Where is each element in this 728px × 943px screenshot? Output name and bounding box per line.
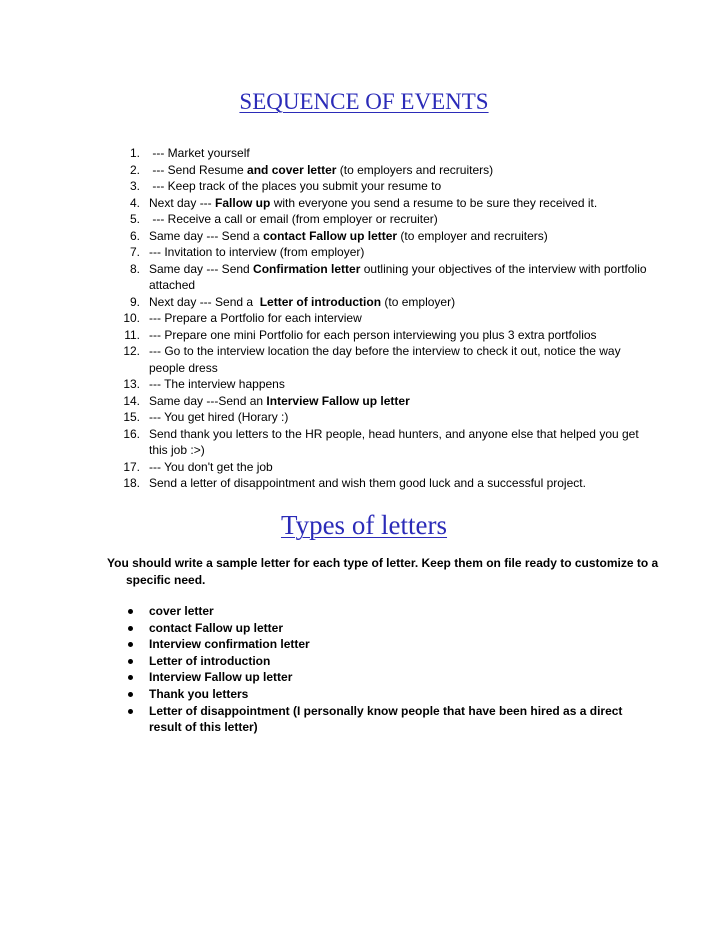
event-text [149, 343, 649, 376]
event-text [149, 327, 649, 344]
event-number: 16. [123, 426, 140, 441]
sequence-of-events-heading: SEQUENCE OF EVENTS [239, 89, 489, 114]
event-text [149, 261, 649, 294]
event-text-part: --- You don't get the job [149, 459, 273, 474]
event-text [149, 426, 649, 459]
event-number: 13. [123, 377, 140, 391]
event-text-part: (to employer) [381, 294, 456, 309]
event-item [0, 409, 728, 426]
letter-type-item [0, 686, 728, 703]
event-emphasis: Interview Fallow up letter [266, 393, 410, 408]
letter-type-label: Letter of disappointment (I personally know people that have been hired as a direct result of this letter) [149, 703, 623, 735]
event-item [0, 376, 728, 393]
event-text-part: --- Invitation to interview (from employer) [149, 245, 365, 259]
letter-type-item [0, 669, 728, 686]
bullet-icon [128, 659, 133, 664]
event-number: 18. [123, 476, 140, 490]
event-number: 2. [129, 162, 140, 177]
event-number: 8. [129, 261, 140, 276]
event-number: 12. [123, 344, 140, 358]
event-emphasis: Confirmation letter [253, 261, 361, 276]
event-text [149, 409, 649, 426]
bullet-icon [128, 692, 133, 697]
bullet-icon [128, 709, 133, 714]
event-text-part: --- Market yourself [149, 146, 250, 160]
event-text [149, 162, 649, 179]
letter-type-label: Interview confirmation letter [149, 637, 310, 652]
event-text-part: --- The interview happens [149, 377, 285, 391]
event-number: 6. [129, 228, 140, 243]
bullet-icon [128, 626, 133, 631]
event-item [0, 426, 728, 459]
event-text-part: Same day --- Send a [149, 228, 264, 243]
event-text [149, 211, 649, 228]
event-item [0, 211, 728, 228]
event-text [149, 195, 649, 212]
event-text-part: Next day --- [149, 195, 216, 210]
event-text-part: (to employer and recruiters) [397, 228, 548, 243]
event-text [149, 178, 649, 195]
event-number: 9. [129, 294, 140, 309]
event-text [149, 244, 649, 261]
letters-intro: You should write a sample letter for each type of letter. Keep them on file ready to customize to a specific need. [107, 556, 659, 587]
event-text [149, 294, 649, 311]
event-emphasis: and cover letter [247, 162, 337, 177]
event-item [0, 145, 728, 162]
letter-type-item [0, 603, 728, 620]
event-emphasis: Letter of introduction [259, 294, 382, 309]
event-number: 17. [123, 459, 140, 474]
letters-list [0, 603, 728, 736]
event-item [0, 310, 728, 327]
event-text-part: --- Keep track of the places you submit your resume to [149, 179, 442, 193]
event-item [0, 178, 728, 195]
types-of-letters-heading: Types of letters [280, 510, 448, 540]
letter-type-item [0, 620, 728, 637]
event-number: 7. [129, 245, 140, 259]
bullet-icon [128, 675, 133, 680]
event-emphasis: Fallow up [215, 195, 271, 210]
event-text [149, 310, 649, 327]
letter-type-label: contact Fallow up letter [149, 620, 284, 635]
event-number: 4. [129, 195, 140, 210]
event-text-part: (to employers and recruiters) [336, 162, 494, 177]
letter-type-item [0, 636, 728, 653]
letter-type-label: Interview Fallow up letter [149, 670, 293, 685]
event-text-part: Same day ---Send an [149, 393, 267, 408]
event-text-part: --- Send Resume [149, 162, 248, 177]
event-text-part: --- Prepare one mini Portfolio for each person interviewing you plus 3 extra portfolios [149, 327, 597, 342]
event-text [149, 475, 649, 492]
event-item [0, 294, 728, 311]
event-number: 15. [123, 410, 140, 424]
event-item [0, 244, 728, 261]
event-item [0, 195, 728, 212]
letter-type-label: cover letter [149, 604, 214, 618]
event-text [149, 393, 649, 410]
event-text [149, 459, 649, 476]
letter-type-item [0, 653, 728, 670]
letter-type-label: Thank you letters [149, 686, 249, 701]
event-number: 3. [129, 179, 140, 193]
event-text [149, 145, 649, 162]
event-number: 11. [124, 327, 140, 342]
event-text-part: Send a letter of disappointment and wish them good luck and a successful project. [149, 476, 586, 490]
event-text-part: Same day --- Send [149, 261, 254, 276]
event-item [0, 228, 728, 245]
event-text-part: Next day --- Send a [149, 294, 260, 309]
event-item [0, 393, 728, 410]
event-item [0, 261, 728, 294]
event-item [0, 459, 728, 476]
event-text [149, 376, 649, 393]
event-text-part: --- Prepare a Portfolio for each interview [149, 311, 362, 325]
event-item [0, 162, 728, 179]
event-number: 10. [123, 311, 140, 325]
bullet-icon [128, 609, 133, 614]
event-item [0, 475, 728, 492]
letter-type-item [0, 703, 728, 736]
event-number: 5. [129, 212, 140, 226]
event-text-part: --- Receive a call or email (from employer or recruiter) [149, 212, 438, 226]
event-text-part: --- Go to the interview location the day before the interview to check it out, notice the way people dress [149, 344, 624, 375]
event-text-part: Send thank you letters to the HR people, head hunters, and anyone else that helped you get this job :>) [149, 426, 643, 457]
event-number: 14. [123, 393, 140, 408]
event-text-part: --- You get hired (Horary :) [149, 410, 289, 424]
event-item [0, 327, 728, 344]
letter-type-label: Letter of introduction [149, 653, 271, 668]
event-text [149, 228, 649, 245]
event-item [0, 343, 728, 376]
event-text-part: with everyone you send a resume to be sure they received it. [270, 195, 598, 210]
events-list [0, 145, 728, 492]
event-emphasis: contact Fallow up letter [263, 228, 398, 243]
bullet-icon [128, 642, 133, 647]
event-number: 1. [129, 146, 140, 160]
event-text-part: outlining your objectives of the interview with portfolio attached [149, 261, 650, 292]
